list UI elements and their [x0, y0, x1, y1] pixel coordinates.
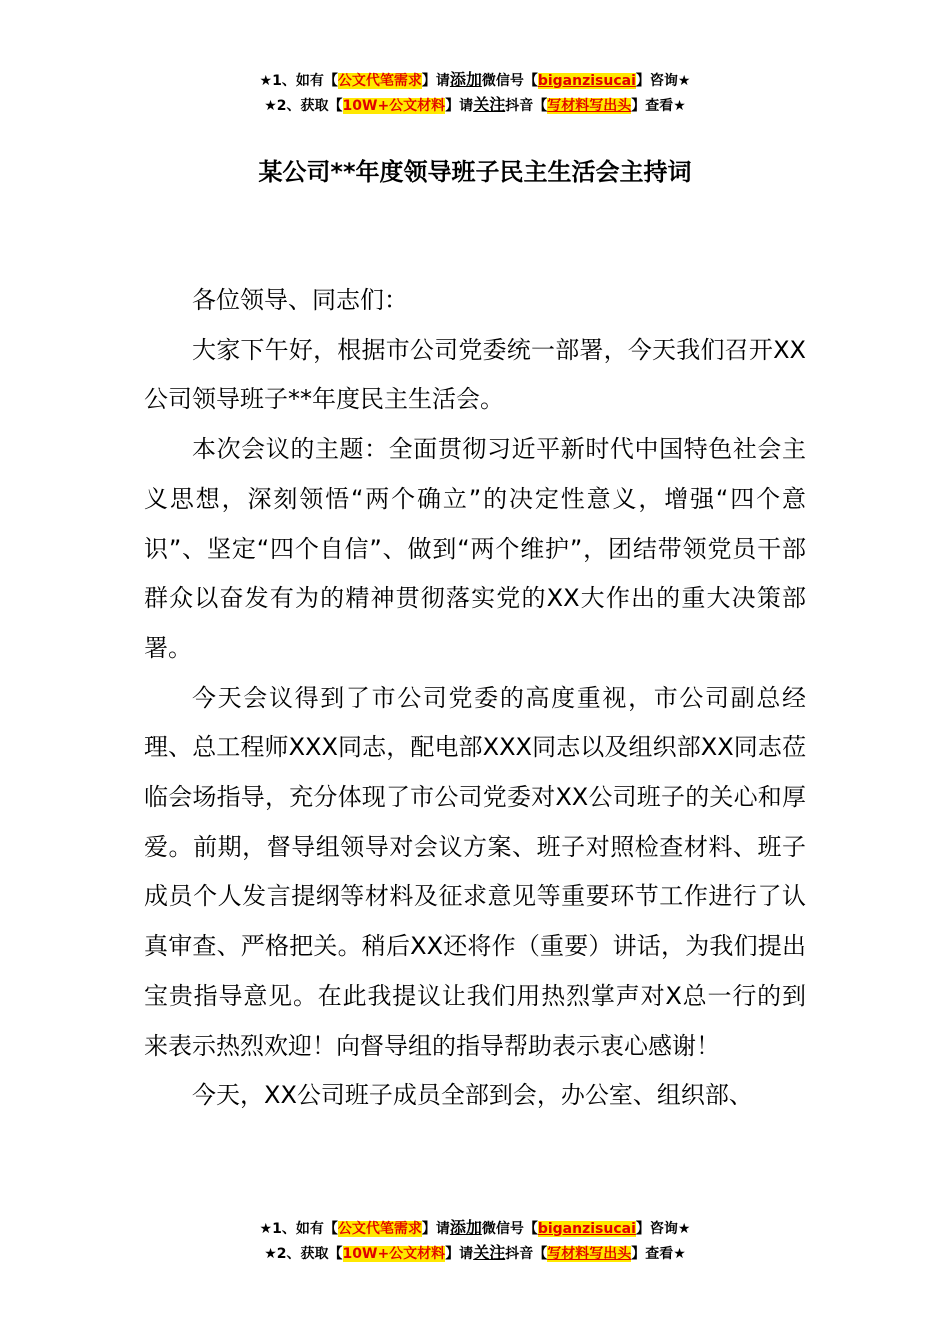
banner-text: 】查看★ [631, 1246, 686, 1262]
emphasis-text: 添加 [449, 1218, 482, 1237]
emphasis-text: 添加 [449, 70, 482, 89]
banner-text: ★1、如有【 [259, 73, 338, 89]
banner-text: 抖音【 [505, 98, 548, 114]
banner-text: 】咨询★ [635, 1221, 691, 1237]
banner-text: 】请 [421, 73, 450, 89]
materials-highlight: 10W+公文材料 [342, 98, 446, 114]
paragraph: 本次会议的主题：全面贯彻习近平新时代中国特色社会主义思想，深刻领悟“两个确立”的决定性意义，增强“四个意识”、坚定“四个自信”、做到“两个维护”，团结带领党员干部群众以奋发有为的精神贯彻落实党的XX大作出的重大决策部署。 [144, 435, 806, 662]
banner-text: 抖音【 [505, 1246, 548, 1262]
paragraph: 今天会议得到了市公司党委的高度重视，市公司副总经理、总工程师XXX同志，配电部XXX同志以及组织部XX同志莅临会场指导，充分体现了市公司党委对XX公司班子的关心和厚爱。前期，督导组领导对会议方案、班子对照检查材料、班子成员个人发言提纲等材料及征求意见等重要环节工作进行了认真审查、严格把关。稍后XX还将作（重要）讲话，为我们提出宝贵指导意见。在此我提议让我们用热烈掌声对X总一行的到来表示热烈欢迎！向督导组的指导帮助表示衷心感谢！ [144, 683, 806, 1060]
document-title: 某公司**年度领导班子民主生活会主持词 [258, 158, 692, 186]
wechat-id-link[interactable]: biganzisucai [537, 1221, 636, 1237]
banner-line-1 [0, 68, 950, 93]
banner-line-2 [0, 93, 950, 118]
banner-line-2 [0, 1241, 950, 1266]
footer-banner [0, 1216, 950, 1266]
banner-text: 】咨询★ [635, 73, 691, 89]
header-banner [0, 68, 950, 118]
banner-text: 】请 [445, 1246, 474, 1262]
banner-text: ★2、获取【 [264, 98, 343, 114]
banner-text: ★2、获取【 [264, 1246, 343, 1262]
douyin-account-link[interactable]: 写材料写出头 [547, 1246, 632, 1262]
banner-text: 】请 [445, 98, 474, 114]
service-highlight: 公文代笔需求 [337, 1221, 422, 1237]
banner-text: ★1、如有【 [259, 1221, 338, 1237]
wechat-id-link[interactable]: biganzisucai [537, 73, 636, 89]
banner-text: 】请 [421, 1221, 450, 1237]
emphasis-text: 关注 [473, 95, 506, 114]
document-body [144, 276, 806, 1121]
paragraph: 今天，XX公司班子成员全部到会，办公室、组织部、 [192, 1081, 753, 1110]
banner-line-1 [0, 1216, 950, 1241]
paragraph-greeting: 各位领导、同志们： [192, 286, 408, 314]
banner-text: 微信号【 [481, 1221, 538, 1237]
materials-highlight: 10W+公文材料 [342, 1246, 446, 1262]
emphasis-text: 关注 [473, 1243, 506, 1262]
banner-text: 】查看★ [631, 98, 686, 114]
service-highlight: 公文代笔需求 [337, 73, 422, 89]
douyin-account-link[interactable]: 写材料写出头 [547, 98, 632, 114]
banner-text: 微信号【 [481, 73, 538, 89]
paragraph: 大家下午好，根据市公司党委统一部署，今天我们召开XX公司领导班子**年度民主生活会。 [144, 335, 806, 414]
